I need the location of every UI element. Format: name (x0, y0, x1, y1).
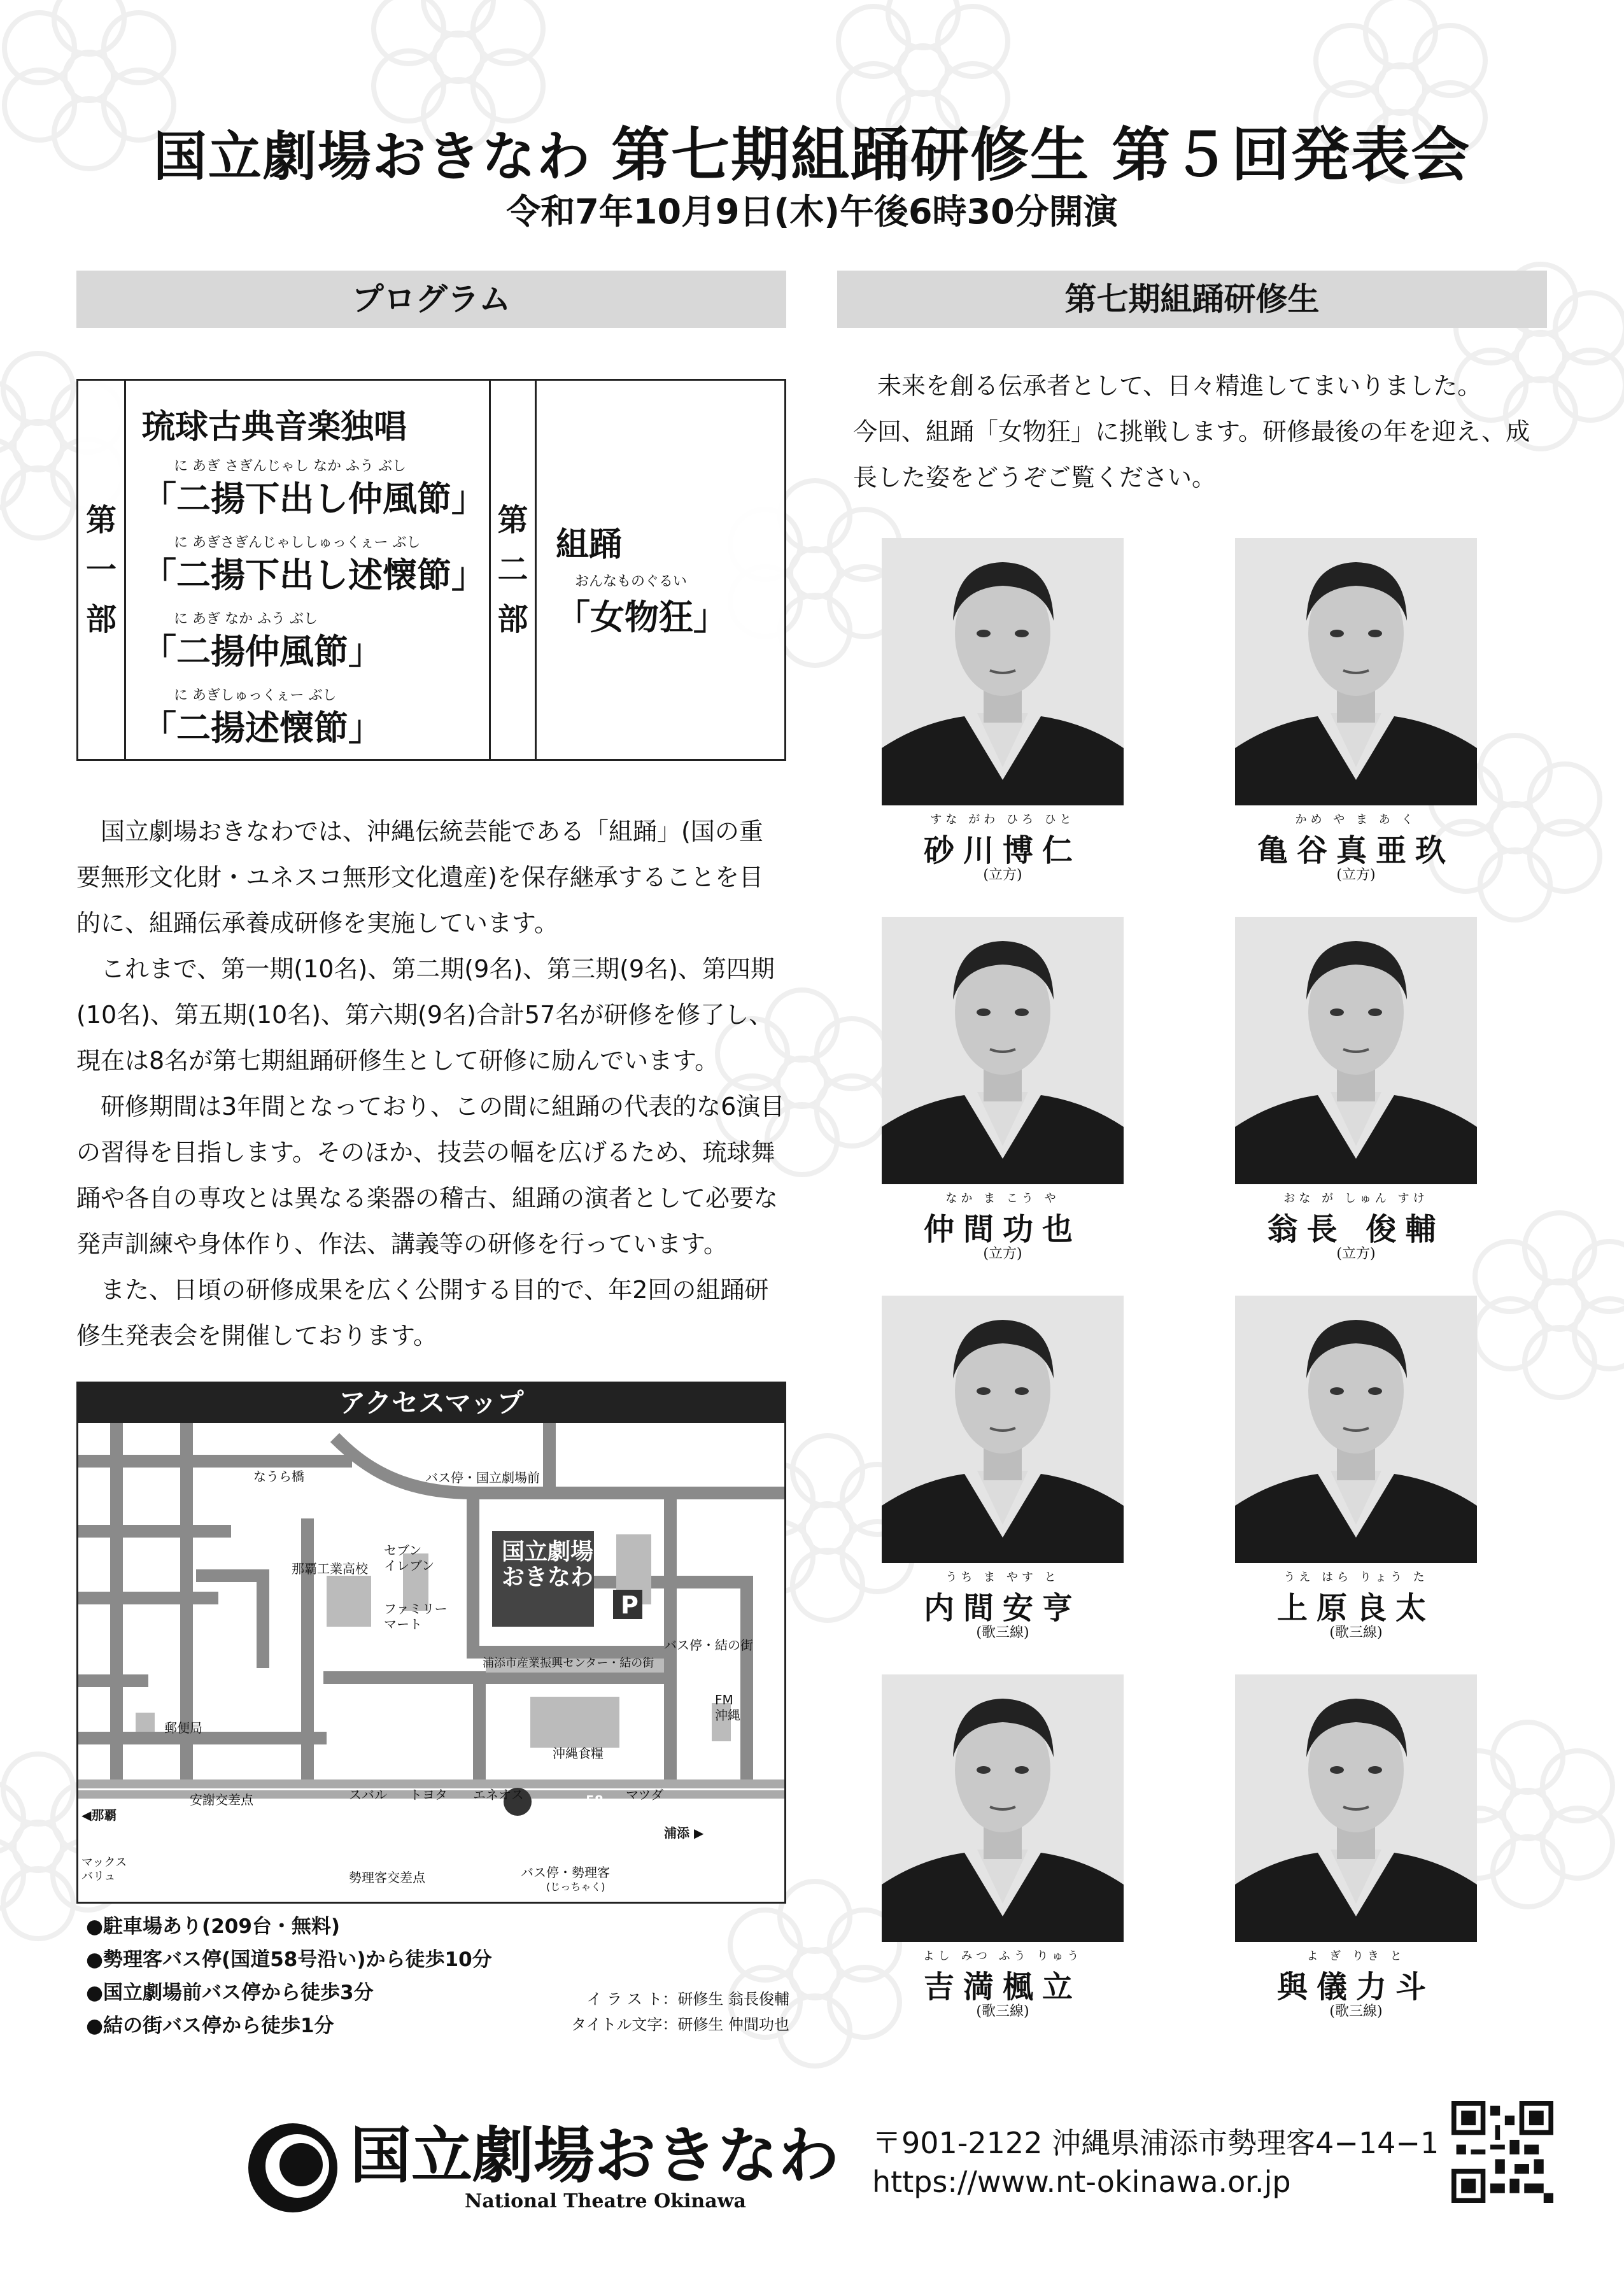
part2-heading: 組踊 (556, 526, 623, 564)
part1-content (142, 400, 486, 748)
trainees-message (853, 363, 1541, 500)
trainee-role: (立方) (983, 1246, 1022, 1262)
trainee-name: 吉満楓立 (923, 1969, 1082, 2005)
access-note: ●国立劇場前バス停から徒歩3分 (86, 1981, 374, 2004)
trainee-name: 内間安亨 (923, 1590, 1082, 1626)
trainee-card (882, 538, 1124, 884)
school-block (327, 1576, 371, 1627)
song-ruby: に あぎさぎんじゃししゅっくぇー ぶし (174, 535, 421, 551)
map-label-post-office: 郵便局 (164, 1720, 202, 1736)
map-label-urasoe: 浦添 ▶ (664, 1825, 704, 1841)
trainee-card (882, 917, 1124, 1263)
song-ruby: に あぎ なか ふう ぶし (174, 611, 318, 627)
theatre-logo-icon (245, 2120, 341, 2216)
trainee-role: (歌三線) (1329, 2004, 1383, 2020)
map-label-eneos: エネオス (473, 1787, 524, 1802)
trainee-card (882, 1674, 1124, 2020)
map-label-theatre-line: おきなわ (502, 1564, 594, 1590)
song-name: 「二揚仲風節」 (142, 632, 383, 672)
title-main: 第七期組踊研修生 第５回発表会 (611, 120, 1471, 189)
map-label-fm (715, 1692, 740, 1723)
trainee-name: 翁長 俊輔 (1267, 1212, 1445, 1247)
map-label-subaru: スバル (349, 1787, 387, 1802)
song-item (142, 608, 486, 684)
map-label-fm-line: FM (715, 1692, 733, 1708)
footer (0, 2069, 1624, 2278)
map-label-seven (384, 1543, 434, 1573)
address: 〒901-2122 沖縄県浦添市勢理客4−14−1 (872, 2126, 1439, 2160)
map-label-theatre-line: 国立劇場 (502, 1539, 594, 1565)
trainee-card (1235, 1296, 1477, 1641)
part1-label-char: 第 (85, 502, 117, 538)
song-item (142, 684, 486, 748)
song-name: 「二揚下出し仲風節」 (142, 479, 486, 519)
post-block (136, 1713, 155, 1732)
map-label-maxvalu-line: バリュ (81, 1870, 116, 1883)
part2-name: 「女物狂」 (556, 597, 728, 637)
map-label-bus-seirikyaku-ruby: (じっちゃく) (546, 1881, 605, 1893)
trainee-role: (立方) (1336, 1246, 1376, 1262)
map-label-family-line: マート (384, 1617, 422, 1632)
map-label-fm-line: 沖縄 (715, 1708, 740, 1723)
part2-content (556, 518, 772, 639)
message-paragraph: 今回、組踊「女物狂」に挑戦します。研修最後の年を迎え、成長した姿をどうぞご覧ください。 (853, 418, 1530, 492)
access-note: ●結の街バス停から徒歩1分 (86, 2014, 334, 2037)
trainee-name: 亀谷真亜玖 (1257, 833, 1455, 868)
trainee-photo (1235, 917, 1477, 1184)
trainee-name: 仲間功也 (923, 1212, 1082, 1247)
trainee-name: 上原良太 (1276, 1590, 1435, 1626)
trainee-name-ruby: かめ や ま あ く (1295, 813, 1417, 826)
part2-label-char: 二 (497, 552, 528, 588)
trainees-section-header: 第七期組踊研修生 (837, 271, 1547, 328)
part1-label-char: 部 (85, 602, 117, 637)
trainee-card (1235, 538, 1477, 884)
trainee-role: (歌三線) (976, 1625, 1029, 1641)
map-label-route: 58 (586, 1793, 604, 1808)
access-notes (86, 1910, 570, 2042)
map-label-bus-yui: バス停・結の街 (664, 1638, 753, 1653)
map-label-naura-bridge: なうら橋 (253, 1469, 304, 1484)
access-map-title: アクセスマップ (78, 1383, 784, 1423)
intro-text (76, 809, 786, 1359)
trainee-card (882, 1296, 1124, 1641)
message-paragraph: 未来を創る伝承者として、日々精進してまいりました。 (877, 372, 1482, 400)
access-map (76, 1382, 786, 1904)
intro-paragraph: また、日頃の研修成果を広く公開する目的で、年2回の組踊研修生発表会を開催しております。 (76, 1276, 769, 1350)
trainee-name-ruby: よ ぎ りき と (1306, 1949, 1406, 1963)
part2-label (489, 381, 537, 759)
trainee-name-ruby: おな が しゅん すけ (1283, 1192, 1429, 1205)
trainee-name-ruby: うえ はら りょう た (1283, 1571, 1429, 1584)
title-prefix: 国立劇場おきなわ (153, 125, 591, 188)
trainee-photo (1235, 538, 1477, 805)
shokuryo-block (530, 1697, 619, 1748)
trainee-role: (歌三線) (1329, 1625, 1383, 1641)
access-note: ●駐車場あり(209台・無料) (86, 1915, 341, 1938)
map-label-industry-center: 浦添市産業振興センター・結の街 (483, 1657, 654, 1670)
website-url[interactable]: https://www.nt-okinawa.or.jp (872, 2165, 1291, 2199)
song-item (142, 455, 486, 532)
logo-text: 国立劇場おきなわ (350, 2120, 839, 2191)
part2-label-char: 第 (497, 502, 528, 538)
trainee-photo (882, 538, 1124, 805)
page-title (0, 108, 1624, 192)
map-label-mazda: マツダ (626, 1787, 664, 1802)
trainee-name: 與儀力斗 (1276, 1969, 1435, 2005)
map-label-shokuryo: 沖縄食糧 (553, 1746, 604, 1761)
credit-line: タイトル文字：研修生 仲間功也 (570, 2016, 789, 2034)
program-box (76, 379, 786, 761)
map-label-naha-tech: 那覇工業高校 (292, 1561, 368, 1576)
trainee-photo (882, 1296, 1124, 1563)
access-note: ●勢理客バス停(国道58号沿い)から徒歩10分 (86, 1948, 492, 1971)
map-label-maxvalu-line: マックス (81, 1856, 127, 1869)
map-label-bus-theatre: バス停・国立劇場前 (425, 1470, 540, 1485)
part2-ruby: おんなものぐるい (575, 574, 688, 590)
map-label-naha: ◀那覇 (81, 1808, 117, 1823)
logo-english: National Theatre Okinawa (465, 2190, 746, 2212)
map-label-bus-seirikyaku: バス停・勢理客 (521, 1865, 610, 1880)
map-road (202, 1576, 263, 1662)
map-label-family-line: ファミリー (384, 1601, 448, 1617)
trainee-role: (立方) (983, 867, 1022, 883)
intro-paragraph: これまで、第一期(10名)、第二期(9名)、第三期(9名)、第四期(10名)、第五期(10名)、第六期(9名)合計57名が研修を修了し、現在は8名が第七期組踊研修生として研修に励んでいます。 (76, 955, 775, 1075)
song-ruby: に あぎ さぎんじゃし なか ふう ぶし (174, 458, 406, 474)
song-name: 「二揚述懐節」 (142, 708, 383, 748)
trainee-name-ruby: なか ま こう や (945, 1192, 1060, 1205)
trainee-name-ruby: うち ま やす と (945, 1571, 1060, 1584)
song-name: 「二揚下出し述懐節」 (142, 555, 486, 595)
part1-label (78, 381, 126, 759)
intro-paragraph: 研修期間は3年間となっており、この間に組踊の代表的な6演目の習得を目指します。そのほか、技芸の幅を広げるため、琉球舞踊や各自の専攻とは異なる楽器の稽古、組踊の演者として必要な発声訓練や身体作り、作法、講義等の研修を行っています。 (76, 1093, 785, 1258)
song-item (142, 532, 486, 608)
trainee-role: (立方) (1336, 867, 1376, 883)
trainee-photo (882, 1674, 1124, 1942)
map-label-anja-intersection: 安謝交差点 (190, 1792, 253, 1808)
map-label-seven-line: セブン (384, 1543, 422, 1558)
map-label-maxvalu (81, 1856, 127, 1884)
trainee-role: (歌三線) (976, 2004, 1029, 2020)
trainee-name-ruby: よし みつ ふう りゅう (922, 1949, 1083, 1963)
map-road (339, 1442, 786, 1493)
credits (535, 1986, 789, 2037)
map-label-theatre (502, 1539, 593, 1590)
trainee-photo (1235, 1674, 1477, 1942)
trainee-photo (1235, 1296, 1477, 1563)
map-label-family (384, 1601, 448, 1632)
song-ruby: に あぎしゅっくぇー ぶし (174, 688, 337, 704)
credit-line: イ ラ ス ト：研修生 翁長俊輔 (586, 1990, 789, 2008)
trainee-card (1235, 1674, 1477, 2020)
part2-label-char: 部 (497, 602, 528, 637)
trainee-name: 砂川博仁 (923, 833, 1082, 868)
performance-date: 令和7年10月9日(木)午後6時30分開演 (506, 192, 1118, 232)
part1-label-char: 一 (85, 552, 117, 588)
program-section-header: プログラム (76, 271, 786, 328)
qr-code-icon (1451, 2101, 1553, 2203)
map-label-toyota: トヨタ (409, 1787, 448, 1802)
map-label-parking: P (621, 1591, 639, 1619)
part1-heading: 琉球古典音楽独唱 (142, 408, 407, 446)
map-label-seven-line: イレブン (384, 1558, 435, 1573)
trainee-card (1235, 917, 1477, 1263)
trainee-name-ruby: すな がわ ひろ ひと (930, 813, 1075, 826)
intro-paragraph: 国立劇場おきなわでは、沖縄伝統芸能である「組踊」(国の重要無形文化財・ユネスコ無形文化遺産)を保存継承することを目的に、組踊伝承養成研修を実施しています。 (76, 817, 763, 937)
map-label-seirikyaku-intersection: 勢理客交差点 (349, 1870, 425, 1885)
trainee-photo (882, 917, 1124, 1184)
